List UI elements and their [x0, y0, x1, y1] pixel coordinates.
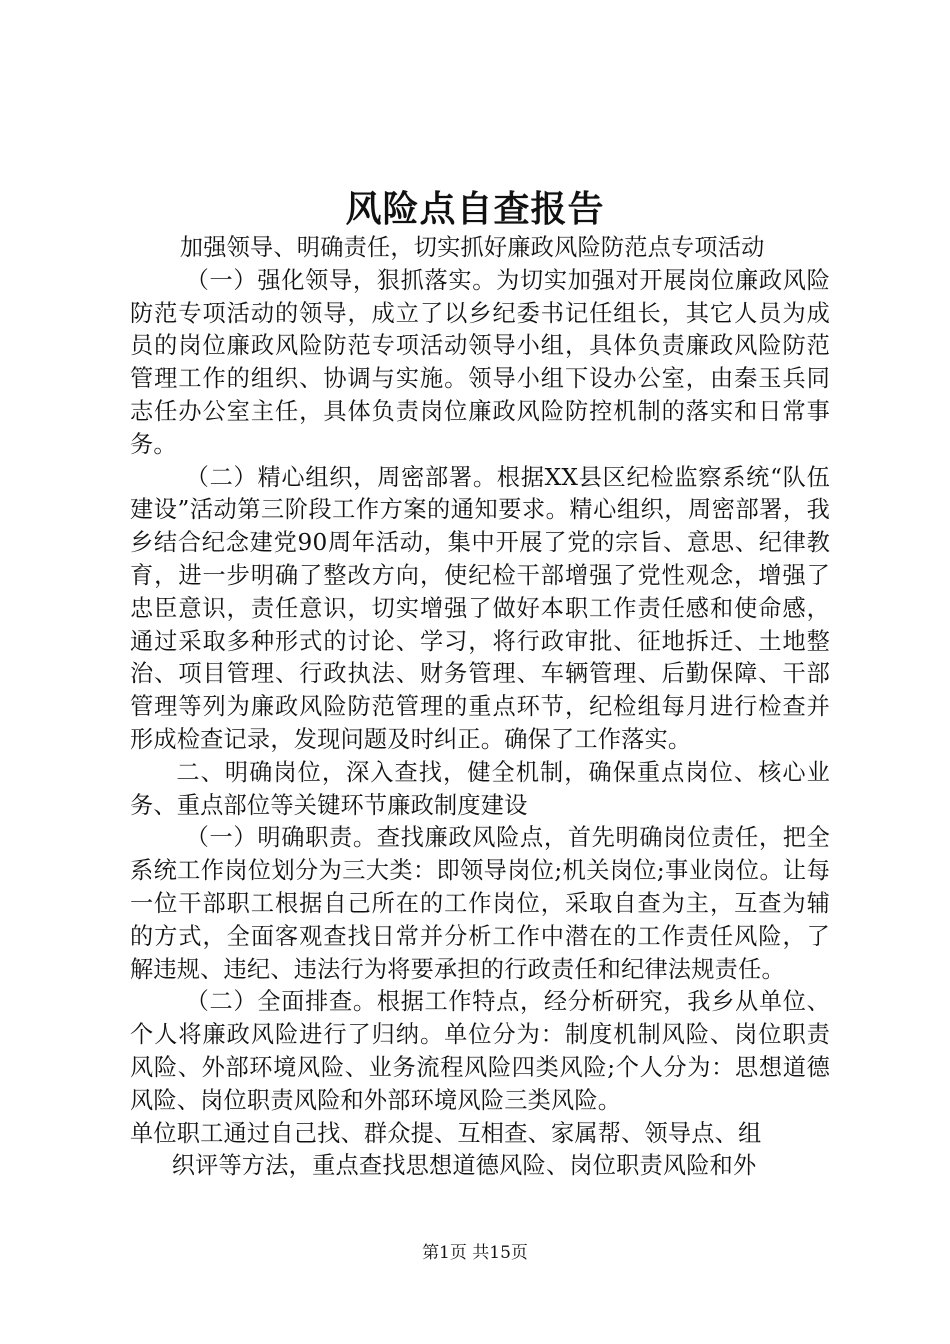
paragraph: （二）精心组织，周密部署。根据XX县区纪检监察系统“队伍建设”活动第三阶段工作方案的通知要求。精心组织，周密部署，我乡结合纪念建党90周年活动，集中开展了党的宗旨、意思、纪律教育，进一步明确了整改方向，使纪检干部增强了党性观念，增强了忠臣意识，责任意识，切实增强了做好本职工作责任感和使命感，通过采取多种形式的讨论、学习，将行政审批、征地拆迁、土地整治、项目管理、行政执法、财务管理、车辆管理、后勤保障、干部管理等列为廉政风险防范管理的重点环节，纪检组每月进行检查并形成检查记录，发现问题及时纠正。确保了工作落实。: [130, 463, 830, 753]
paragraph: （二）全面排查。根据工作特点，经分析研究，我乡从单位、个人将廉政风险进行了归纳。单位分为：制度机制风险、岗位职责风险、外部环境风险、业务流程风险四类风险;个人分为：思想道德风险、岗位职责风险和外部环境风险三类风险。: [130, 988, 830, 1114]
paragraph: 单位职工通过自己找、群众提、互相查、家属帮、领导点、组: [130, 1119, 762, 1147]
page-footer: 第1页 共15页: [422, 1243, 528, 1263]
paragraph: 二、明确岗位，深入查找，健全机制，确保重点岗位、核心业务、重点部位等关键环节廉政制度建设: [130, 758, 830, 819]
paragraph: （一）强化领导，狠抓落实。为切实加强对开展岗位廉政风险防范专项活动的领导，成立了以乡纪委书记任组长，其它人员为成员的岗位廉政风险防范专项活动领导小组，具体负责廉政风险防范管理工作的组织、协调与实施。领导小组下设办公室，由秦玉兵同志任办公室主任，具体负责岗位廉政风险防控机制的落实和日常事务。: [130, 266, 830, 458]
paragraph: 织评等方法，重点查找思想道德风险、岗位职责风险和外: [171, 1152, 757, 1180]
paragraph: （一）明确职责。查找廉政风险点，首先明确岗位责任，把全系统工作岗位划分为三大类：即领导岗位;机关岗位;事业岗位。让每一位干部职工根据自己所在的工作岗位，采取自查为主，互查为辅的方式，全面客观查找日常并分析工作中潜在的工作责任风险，了解违规、违纪、违法行为将要承担的行政责任和纪律法规责任。: [130, 824, 830, 983]
document-body: [130, 232, 830, 1183]
document-title: 风险点自查报告: [345, 188, 605, 230]
paragraph: 加强领导、明确责任，切实抓好廉政风险防范点专项活动: [179, 234, 765, 261]
